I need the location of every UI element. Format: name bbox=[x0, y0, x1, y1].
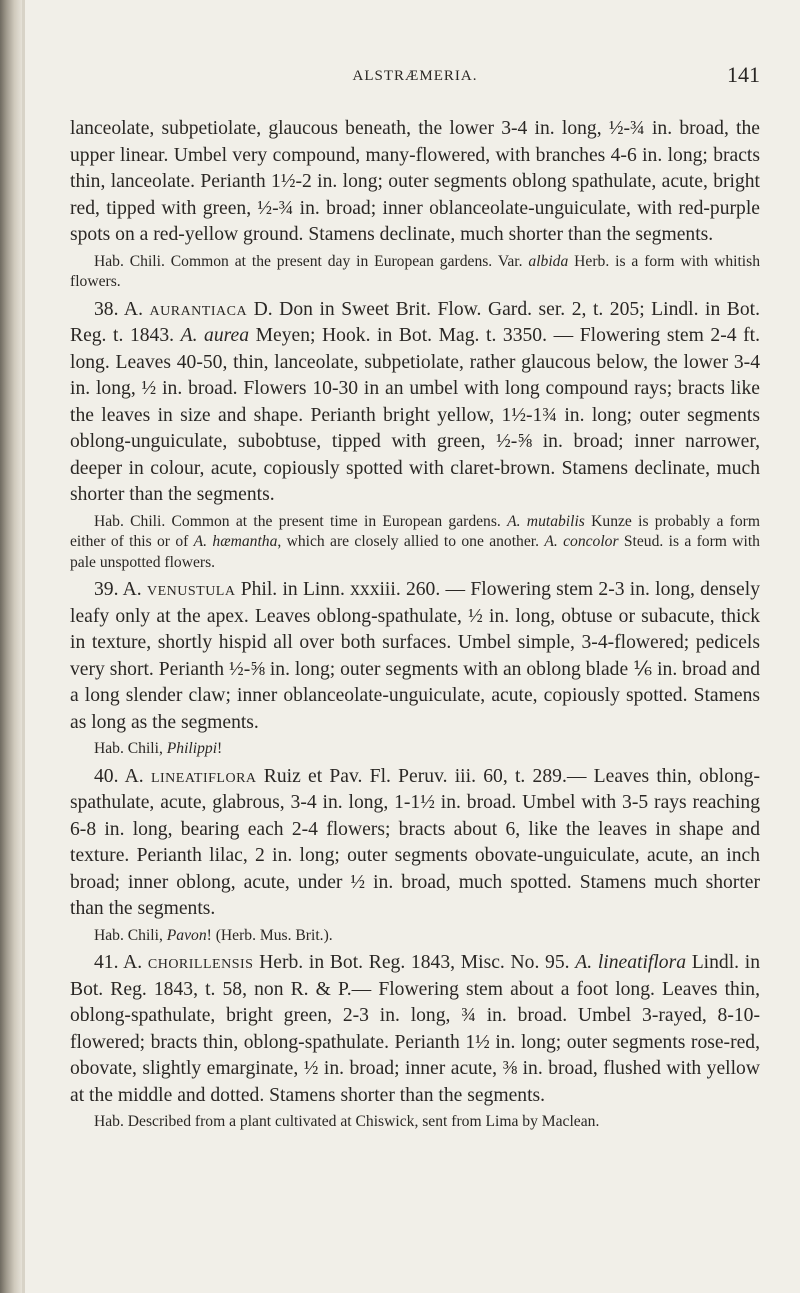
text-run: Hab. Chili. Common at the present day in European gardens. Var. bbox=[94, 252, 529, 270]
continued-description bbox=[70, 116, 760, 249]
text-run: ! (Herb. Mus. Brit.). bbox=[206, 926, 333, 944]
species-epithet: lineatiflora bbox=[150, 765, 257, 787]
species-epithet: venustula bbox=[146, 579, 236, 600]
running-head: ALSTRÆMERIA. bbox=[352, 68, 478, 84]
species-entry bbox=[70, 297, 760, 509]
italic-text: Pavon bbox=[166, 926, 207, 944]
book-page bbox=[70, 62, 760, 1136]
habitat-note bbox=[70, 739, 760, 760]
text-run: Hab. Chili, bbox=[94, 926, 167, 944]
habitat-note bbox=[70, 1112, 760, 1133]
species-entry bbox=[70, 577, 760, 736]
italic-text: A. lineatiflora bbox=[575, 952, 687, 973]
text-run: 40. A. bbox=[94, 765, 151, 787]
page-body bbox=[70, 116, 760, 1133]
text-run: 41. A. bbox=[94, 952, 148, 973]
italic-text: A. aurea bbox=[180, 325, 250, 346]
text-run: 38. A. bbox=[94, 298, 150, 320]
species-entry bbox=[70, 764, 760, 923]
text-run: , which are closely allied to one another. bbox=[277, 533, 545, 550]
text-run: Phil. in Linn. xxxiii. 260. — Flowering stem 2-3 in. long, densely leafy only at the apex. Leaves oblong-spathulate, ½ in. long, obtuse or subacute, thick in texture, shortly hispid all over both surfaces. Umbel simple, 3-4-flowered; pedicels very short. Perianth ½-⅝ in. long; outer segments with an oblong blade ⅙ in. broad and a long slender claw; inner oblanceolate-unguiculate, acute, copiously spotted. Stamens as long as the segments. bbox=[70, 579, 760, 733]
text-run: Kunze is probably a form either of this or of bbox=[70, 512, 760, 550]
habitat-note bbox=[70, 512, 760, 574]
page-header bbox=[70, 62, 760, 92]
text-run: Hab. Chili, bbox=[94, 740, 167, 757]
text-run: Lindl. in Bot. Reg. 1843, t. 58, non R. & P.— Flowering stem about a foot long. Leaves thin, oblong-spathulate, bright green, 2-3 in. long, ¾ in. broad. Umbel 3-rayed, 8-10-flowered; bracts thin, oblong-spathulate. Perianth 1½ in. long; outer segments rose-red, obovate, slightly emarginate, ½ in. broad; inner acute, ⅜ in. broad, flushed with yellow at the middle and dotted. Stamens shorter than the segments. bbox=[70, 952, 761, 1106]
text-run: Steud. is a form with pale unspotted flowers. bbox=[70, 533, 760, 571]
italic-text: A. hæmantha bbox=[193, 533, 278, 550]
italic-text: albida bbox=[528, 252, 569, 270]
italic-text: Philippi bbox=[166, 740, 218, 757]
page-number: 141 bbox=[727, 62, 760, 87]
text-run: ! bbox=[217, 740, 223, 757]
text-run: D. Don in Sweet Brit. Flow. Gard. ser. 2, t. 205; Lindl. in Bot. Reg. t. 1843. bbox=[70, 298, 761, 346]
text-run: lanceolate, subpetiolate, glaucous beneath, the lower 3-4 in. long, ½-¾ in. broad, the upper linear. Umbel very compound, many-flowered, with branches 4-6 in. long; bracts thin, lanceolate. Perianth 1½-2 in. long; outer segments oblong spathulate, acute, bright red, tipped with green, ½-¾ in. broad; inner oblanceolate-unguiculate, with red-purple spots on a red-yellow ground. Stamens declinate, much shorter than the segments. bbox=[70, 118, 760, 245]
page-gutter bbox=[22, 0, 25, 1293]
text-run: Ruiz et Pav. Fl. Peruv. iii. 60, t. 289.— Leaves thin, oblong-spathulate, acute, glabrous, 3-4 in. long, 1-1½ in. broad. Umbel with 3-5 rays reaching 6-8 in. long, bearing each 2-4 flowers; bracts about 6, like the leaves in shape and texture. Perianth lilac, 2 in. long; outer segments obovate-unguiculate, acute, an inch broad; inner oblong, acute, under ½ in. broad, much spotted. Stamens much shorter than the segments. bbox=[70, 765, 760, 919]
habitat-note bbox=[70, 252, 760, 293]
italic-text: A. concolor bbox=[544, 533, 619, 550]
habitat-note bbox=[70, 926, 760, 947]
species-epithet: chorillensis bbox=[147, 952, 254, 973]
text-run: Hab. Chili. Common at the present time in European gardens. bbox=[94, 512, 508, 530]
italic-text: A. mutabilis bbox=[507, 512, 585, 530]
text-run: Herb. in Bot. Reg. 1843, Misc. No. 95. bbox=[253, 952, 576, 973]
species-epithet: aurantiaca bbox=[149, 298, 248, 320]
species-entry bbox=[70, 950, 760, 1109]
book-spine-shadow bbox=[0, 0, 22, 1293]
text-run: Hab. Described from a plant cultivated at Chiswick, sent from Lima by Maclean. bbox=[94, 1113, 600, 1130]
text-run: Meyen; Hook. in Bot. Mag. t. 3350. — Flowering stem 2-4 ft. long. Leaves 40-50, thin, lanceolate, subpetiolate, rather glaucous below, the lower 3-4 in. long, ½ in. broad. Flowers 10-30 in an umbel with long compound rays; bracts like the leaves in size and shape. Perianth bright yellow, 1½-1¾ in. long; outer segments oblong-unguiculate, subobtuse, tipped with green, ½-⅝ in. broad; inner narrower, deeper in colour, acute, copiously spotted with claret-brown. Stamens declinate, much shorter than the segments. bbox=[70, 325, 760, 505]
text-run: Herb. is a form with whitish flowers. bbox=[70, 252, 760, 290]
text-run: 39. A. bbox=[94, 579, 147, 600]
